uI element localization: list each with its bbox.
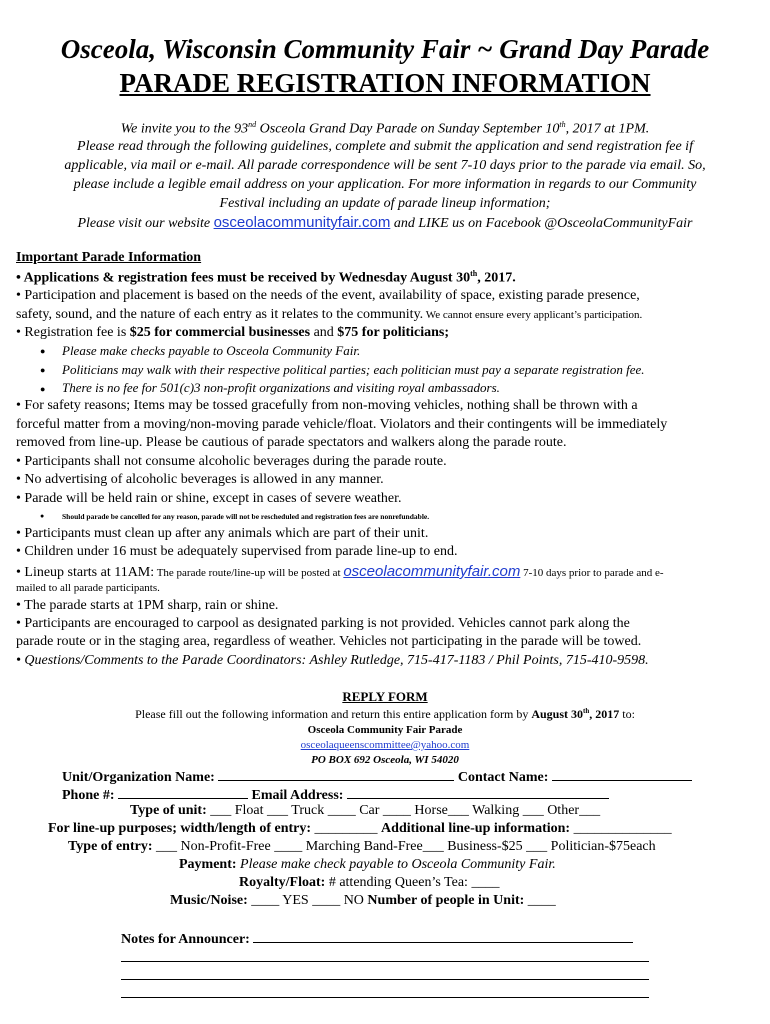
entry-type-options[interactable]: ___ Non-Profit-Free ____ Marching Band-Free___ Business-$25 ___ Politician-$75each: [156, 839, 656, 854]
phone-label: Phone #:: [62, 788, 115, 803]
bullet-icon: ●: [40, 346, 46, 356]
intro-line-5: Festival including an update of parade lineup information;: [219, 196, 551, 211]
unit-label: Unit/Organization Name:: [62, 770, 215, 785]
phone-row: [62, 785, 770, 804]
info-heading: Important Parade Information: [16, 250, 202, 265]
music-row: Music/Noise: ____ YES ____ NO Number of people in Unit: ____: [170, 893, 556, 908]
rain-text: • Parade will be held rain or shine, except in cases of severe weather.: [16, 491, 402, 506]
children-text: • Children under 16 must be adequately supervised from parade line-up to end.: [16, 544, 458, 559]
intro-line-2: Please read through the following guidelines, complete and submit the application and send registration fee if: [77, 139, 693, 154]
payment-row: Payment: Please make check payable to Osceola Community Fair.: [179, 857, 556, 872]
fee-sub-2: Politicians may walk with their respective political parties; each politician must pay a separate registration fee.: [62, 362, 645, 377]
addl-info-field[interactable]: ______________: [573, 821, 672, 836]
advert-text: • No advertising of alcoholic beverages is allowed in any manner.: [16, 472, 384, 487]
reply-heading: REPLY FORM: [342, 689, 428, 704]
bullet-icon: ●: [40, 365, 46, 375]
royalty-row: Royalty/Float: # attending Queen’s Tea: ____: [239, 875, 500, 890]
start-text: • The parade starts at 1PM sharp, rain or shine.: [16, 598, 279, 613]
notes-field-3[interactable]: [121, 979, 649, 980]
intro-line-6: Please visit our website osceolacommunityfair.com and LIKE us on Facebook @OsceolaCommunityFair: [77, 214, 693, 231]
notes-field-4[interactable]: [121, 997, 649, 998]
reply-instructions: Please fill out the following information and return this entire application form by August 30th, 2017 to:: [135, 707, 635, 721]
unit-type-options[interactable]: ___ Float ___ Truck ____ Car ____ Horse___ Walking ___ Other___: [210, 803, 601, 818]
queens-tea-field[interactable]: # attending Queen’s Tea: ____: [328, 875, 500, 890]
reply-email: [0, 739, 770, 751]
lineup-line-1: • Lineup starts at 11AM: The parade route/line-up will be posted at osceolacommunityfair.com 7-10 days prior to parade and e-: [16, 563, 664, 580]
unit-row: [62, 767, 770, 786]
contact-field[interactable]: [552, 767, 692, 781]
bullet-icon: ●: [40, 512, 45, 520]
unit-type-row: Type of unit: ___ Float ___ Truck ____ Car ____ Horse___ Walking ___ Other___: [130, 803, 601, 818]
placement-line-2: safety, sound, and the nature of each entry as it relates to the community. We cannot ensure every applicant’s participation.: [16, 307, 643, 322]
intro-line-1: We invite you to the 93nd Osceola Grand Day Parade on Sunday September 10th, 2017 at 1PM.: [120, 120, 650, 137]
carpool-line-2: parade route or in the staging area, regardless of weather. Vehicles not participating in the parade will be towed.: [16, 634, 642, 649]
lineup-row: For line-up purposes; width/length of entry: _________ Additional line-up information: ______________: [48, 821, 672, 836]
document-subtitle: PARADE REGISTRATION INFORMATION: [119, 68, 651, 98]
intro-line-4: please include a legible email address on your application. For more information in regards to our Community: [73, 177, 697, 192]
fee-sub-1: Please make checks payable to Osceola Community Fair.: [62, 343, 361, 358]
notes-field-2[interactable]: [121, 961, 649, 962]
document-title: Osceola, Wisconsin Community Fair ~ Grand Day Parade: [60, 34, 710, 64]
questions-text: • Questions/Comments to the Parade Coordinators: Ashley Rutledge, 715-417-1183 / Phil Points, 715-410-9598.: [16, 653, 649, 668]
reply-email-link[interactable]: osceolaqueenscommittee@yahoo.com: [300, 739, 470, 751]
alcohol-text: • Participants shall not consume alcoholic beverages during the parade route.: [16, 454, 447, 469]
reply-org: Osceola Community Fair Parade: [307, 724, 463, 736]
fee-text: • Registration fee is $25 for commercial businesses and $75 for politicians;: [16, 325, 450, 340]
fee-sub-3: There is no fee for 501(c)3 non-profit organizations and visiting royal ambassadors.: [62, 380, 500, 395]
website-link[interactable]: osceolacommunityfair.com: [213, 214, 391, 231]
bullet-icon: ●: [40, 384, 46, 394]
lineup-website-link[interactable]: osceolacommunityfair.com: [343, 563, 521, 580]
music-options[interactable]: ____ YES ____ NO: [251, 893, 364, 908]
reply-address: PO BOX 692 Osceola, WI 54020: [311, 754, 459, 766]
lineup-size-field[interactable]: _________: [314, 821, 378, 836]
email-field[interactable]: [347, 785, 609, 799]
notes-label: Notes for Announcer:: [121, 932, 250, 947]
cancel-note: Should parade be cancelled for any reason, parade will not be rescheduled and registration fees are nonrefundable.: [62, 512, 430, 521]
intro-line-3: applicable, via mail or e-mail. All parade correspondence will be sent 7-10 days prior to the parade via email. So,: [64, 158, 706, 173]
entry-row: Type of entry: ___ Non-Profit-Free ____ Marching Band-Free___ Business-$25 ___ Politician-$75each: [68, 839, 656, 854]
deadline-text: • Applications & registration fees must be received by Wednesday August 30th, 2017.: [16, 269, 516, 286]
email-label: Email Address:: [251, 788, 344, 803]
unit-field[interactable]: [218, 767, 454, 781]
placement-line-1: • Participation and placement is based on the needs of the event, availability of space, existing parade presence,: [16, 288, 640, 303]
contact-label: Contact Name:: [457, 770, 549, 785]
carpool-line-1: • Participants are encouraged to carpool as designated parking is not provided. Vehicles cannot park along the: [16, 616, 630, 631]
animals-text: • Participants must clean up after any animals which are part of their unit.: [16, 526, 429, 541]
notes-row: [121, 929, 770, 948]
safety-line-1: • For safety reasons; Items may be tossed gracefully from non-moving vehicles, nothing shall be thrown with a: [16, 398, 638, 413]
lineup-line-2: mailed to all parade participants.: [16, 582, 160, 594]
people-count-field[interactable]: ____: [527, 893, 556, 908]
notes-field-1[interactable]: [253, 929, 633, 943]
safety-line-3: removed from line-up. Please be cautious of parade spectators and walkers along the parade route.: [16, 435, 567, 450]
phone-field[interactable]: [118, 785, 248, 799]
safety-line-2: forceful matter from a moving/non-moving parade vehicle/float. Violators and their contingents will be immediately: [16, 417, 668, 432]
